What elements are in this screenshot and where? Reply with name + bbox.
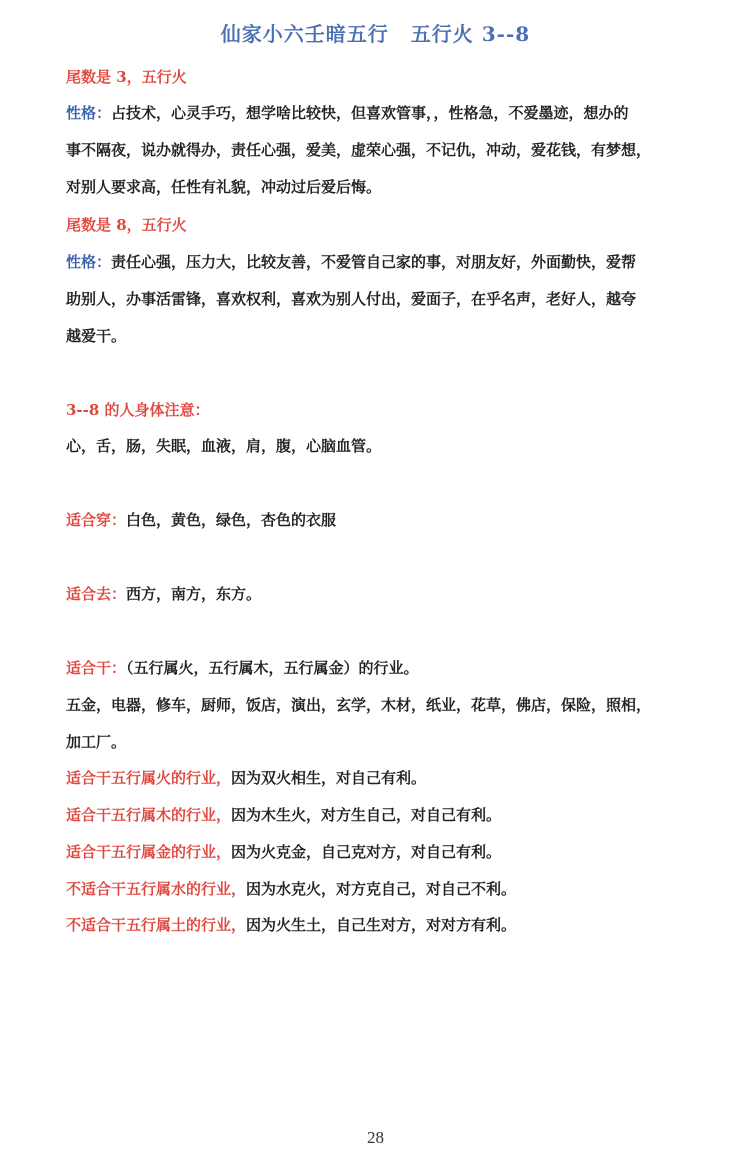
work-rule-label: 适合干五行属木的行业， xyxy=(66,806,232,824)
section-3-line-2: 事不隔夜，说办就得办，责任心强，爱美，虚荣心强，不记仇，冲动，爱花钱，有梦想， xyxy=(66,141,652,159)
directions-label: 适合去： xyxy=(66,585,127,603)
health-text: 心，舌，肠，失眠，血液，肩，腹，心脑血管。 xyxy=(66,437,382,455)
title-main: 仙家小六壬暗五行 xyxy=(220,22,389,46)
work-rule-text: 因为火克金，自己克对方，对自己有利。 xyxy=(231,843,502,861)
section-8-text-1: 责任心强，压力大，比较友善，不爱管自己家的事，对朋友好，外面勤快，爱帮 xyxy=(111,253,637,271)
directions-line xyxy=(66,584,261,604)
work-rule xyxy=(66,915,516,935)
work-rule xyxy=(66,842,501,862)
personality-label: 性格： xyxy=(66,104,112,122)
clothes-text: 白色，黄色，绿色，杏色的衣服 xyxy=(126,511,337,529)
work-rule-label: 适合干五行属金的行业， xyxy=(66,843,232,861)
page-title xyxy=(0,18,751,47)
clothes-label: 适合穿： xyxy=(66,511,127,529)
section-3-heading: 尾数是 3，五行火 xyxy=(66,68,187,86)
personality-label: 性格： xyxy=(66,253,112,271)
work-text: （五行属火，五行属木，五行属金）的行业。 xyxy=(126,659,419,677)
work-label: 适合干： xyxy=(66,659,127,677)
section-8-line-2: 助别人，办事活雷锋，喜欢权利，喜欢为别人付出，爱面子，在乎名声，老好人，越夸 xyxy=(66,290,637,308)
title-sub: 五行火 3--8 xyxy=(410,22,531,46)
work-rule xyxy=(66,879,516,899)
work-line xyxy=(66,658,419,678)
work-rule-label: 不适合干五行属水的行业， xyxy=(66,880,247,898)
work-rule-label: 不适合干五行属土的行业， xyxy=(66,916,247,934)
work-rule xyxy=(66,805,501,825)
health-heading: 3--8 的人身体注意： xyxy=(66,401,210,419)
industry-list-1: 五金，电器，修车，厨师，饭店，演出，玄学，木材，纸业，花草，佛店，保险，照相， xyxy=(66,696,652,714)
section-8-line-3: 越爱干。 xyxy=(66,327,127,345)
work-rule xyxy=(66,768,426,788)
page-number: 28 xyxy=(367,1128,384,1147)
section-3-line-3: 对别人要求高，任性有礼貌，冲动过后爱后悔。 xyxy=(66,178,382,196)
section-8-heading: 尾数是 8，五行火 xyxy=(66,216,187,234)
work-rule-text: 因为火生土，自己生对方，对对方有利。 xyxy=(246,916,517,934)
section-8-line-1 xyxy=(66,252,636,272)
section-3-text-1: 占技术，心灵手巧，想学啥比较快，但喜欢管事，，性格急，不爱墨迹，想办的 xyxy=(111,104,629,122)
work-rule-text: 因为水克火，对方克自己，对自己不利。 xyxy=(246,880,517,898)
industry-list-2: 加工厂。 xyxy=(66,733,127,751)
directions-text: 西方，南方，东方。 xyxy=(126,585,262,603)
work-rule-text: 因为木生火，对方生自己，对自己有利。 xyxy=(231,806,502,824)
work-rule-label: 适合干五行属火的行业， xyxy=(66,769,232,787)
clothes-line xyxy=(66,510,336,530)
work-rule-text: 因为双火相生，对自己有利。 xyxy=(231,769,427,787)
section-3-line-1 xyxy=(66,103,629,123)
